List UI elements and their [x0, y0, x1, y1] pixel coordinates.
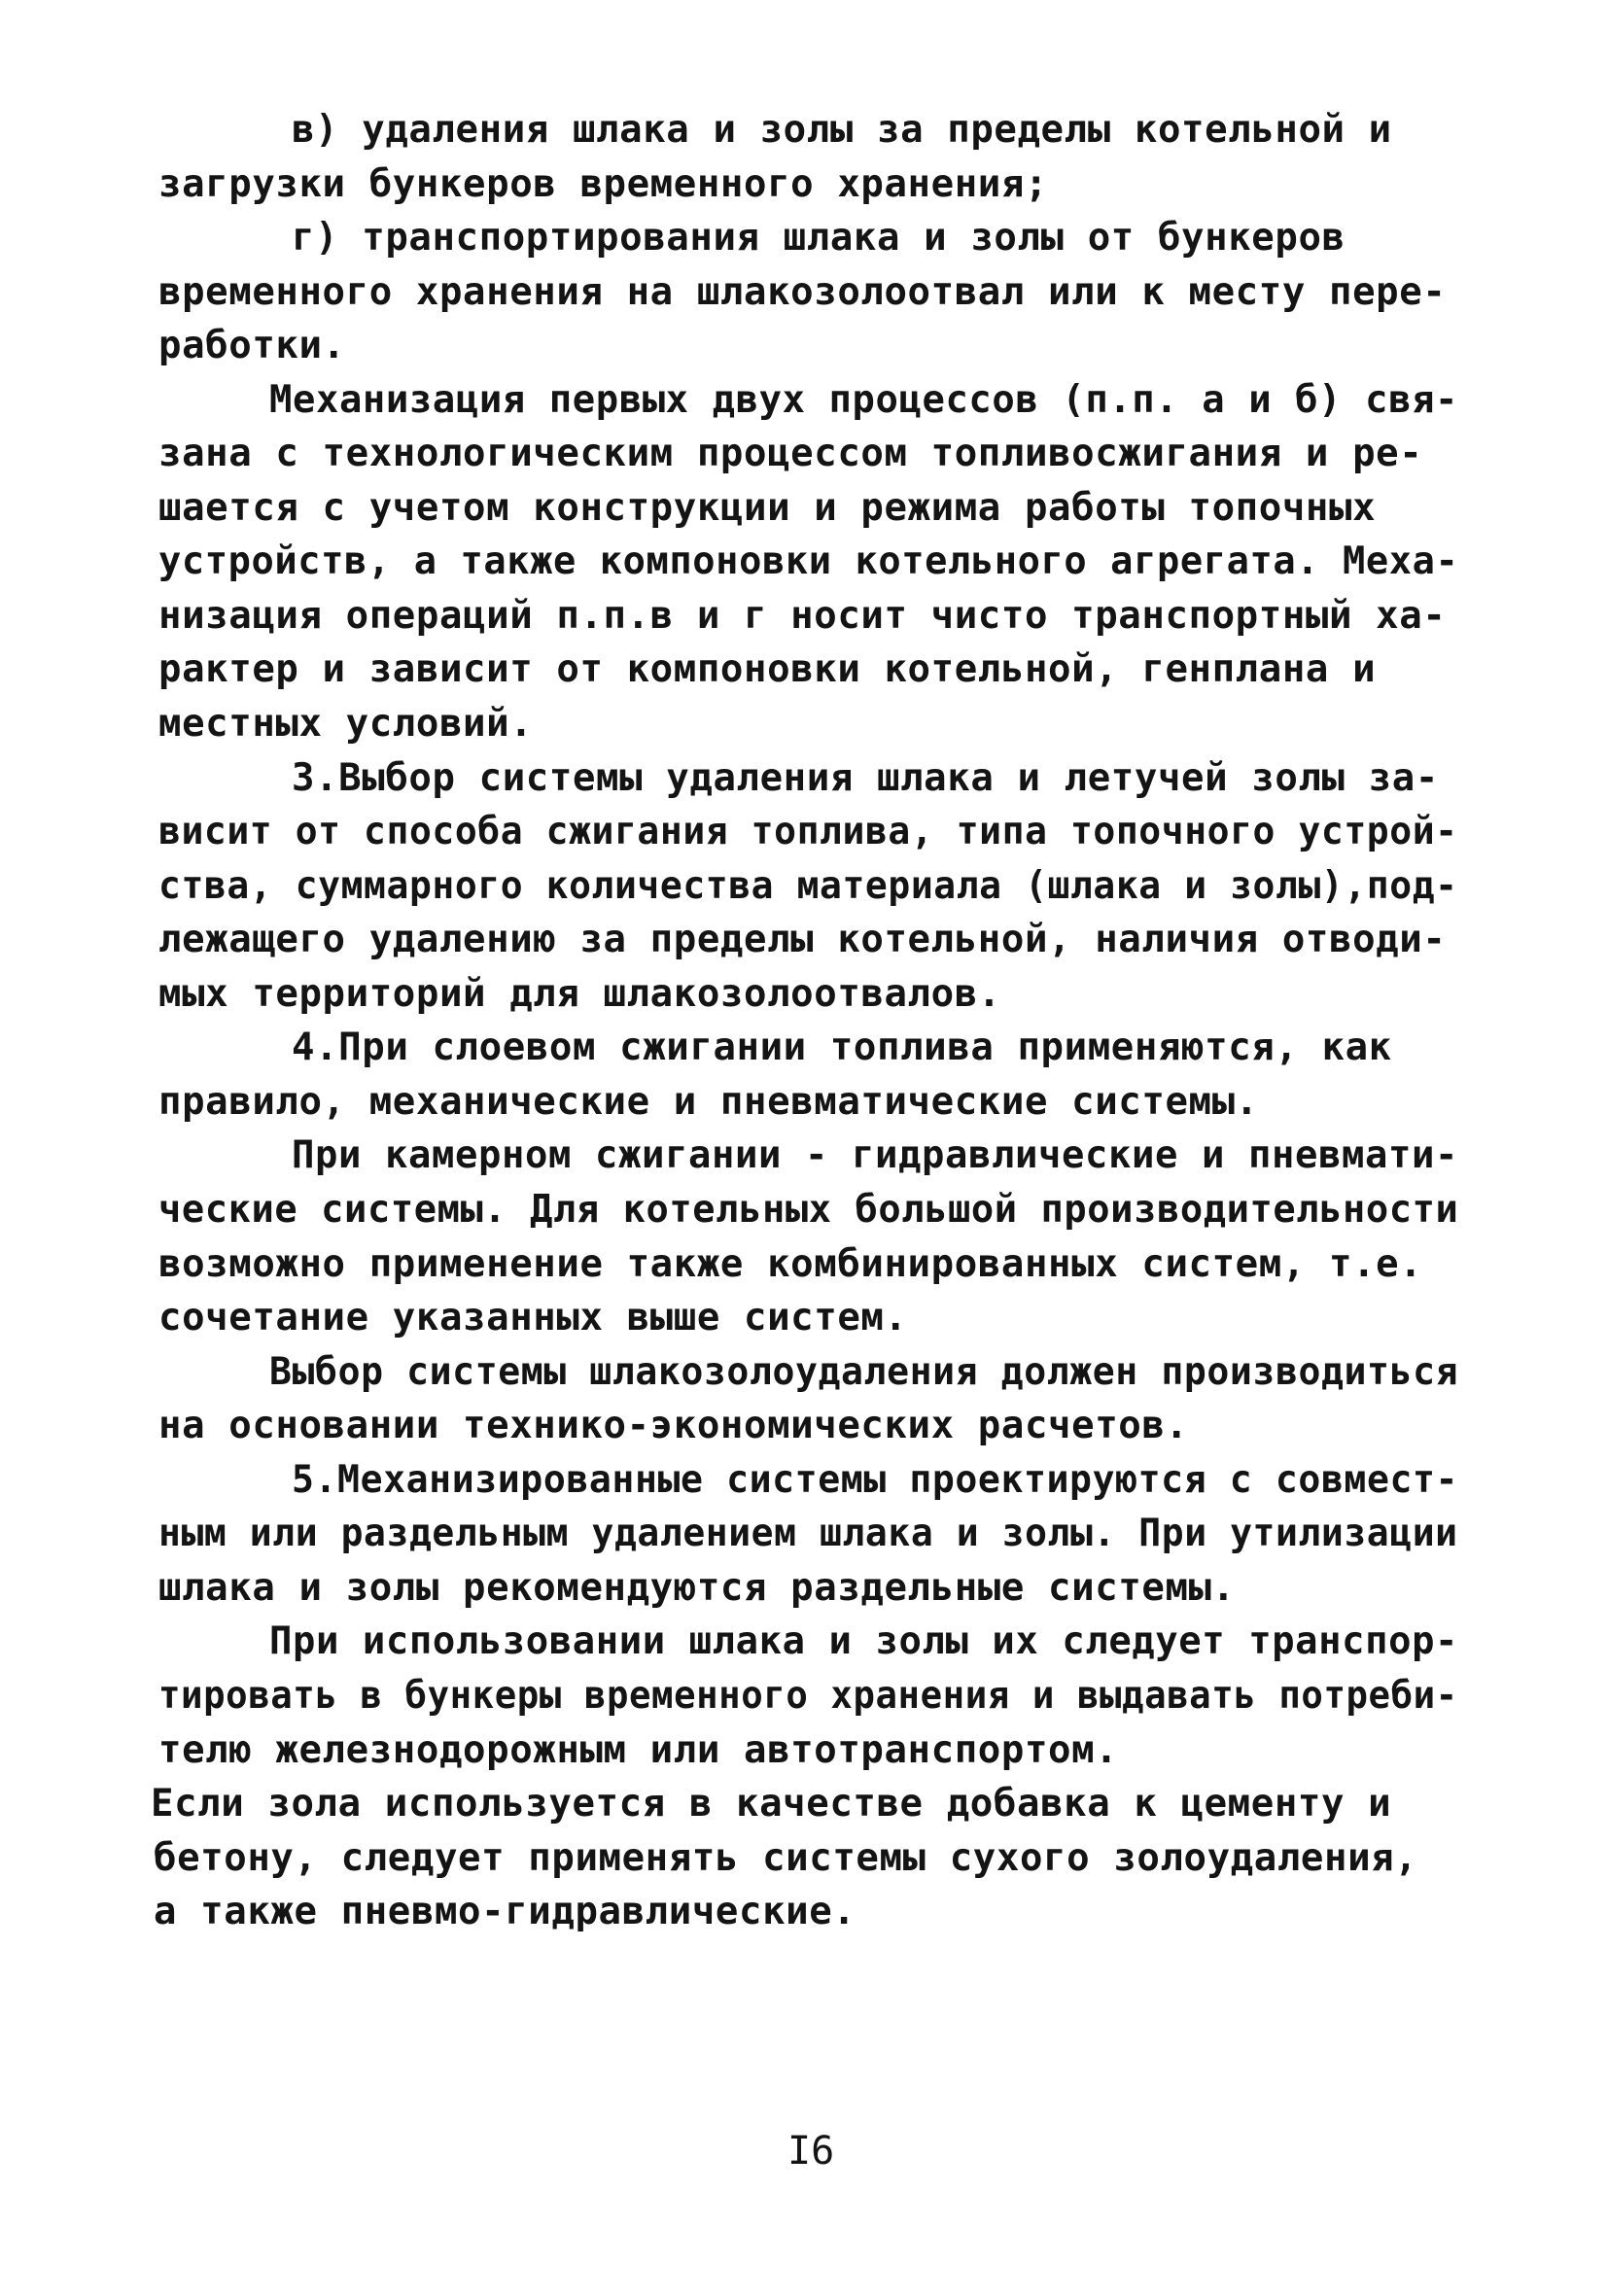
text-line: низация операций п.п.в и г носит чисто транспортный ха-	[158, 594, 1447, 638]
text-line: При камерном сжигании - гидравлические и пневмати-	[292, 1133, 1459, 1177]
text-line: 5.Механизированные системы проектируются с совмест-	[292, 1458, 1459, 1502]
text-line: бетону, следует применять системы сухого золоудаления,	[154, 1836, 1418, 1880]
text-line: в) удаления шлака и золы за пределы котельной и	[292, 108, 1392, 152]
text-line: загрузки бункеров временного хранения;	[158, 162, 1049, 206]
text-line: а также пневмо-гидравлические.	[154, 1890, 856, 1933]
text-line: г) транспортирования шлака и золы от бункеров	[292, 216, 1346, 260]
page-number: I6	[787, 2129, 835, 2174]
text-line: лежащего удалению за пределы котельной, наличия отводи-	[158, 918, 1447, 961]
text-line: зана с технологическим процессом топливосжигания и ре-	[158, 432, 1423, 475]
text-line: шается с учетом конструкции и режима работы топочных	[158, 486, 1377, 530]
text-line: телю железнодорожным или автотранспортом.	[158, 1728, 1119, 1772]
text-line: Если зола используется в качестве добавка к цементу и	[151, 1782, 1392, 1826]
text-line: работки.	[158, 324, 346, 367]
text-line: устройств, а также компоновки котельного агрегата. Меха-	[158, 539, 1459, 583]
text-line: висит от способа сжигания топлива, типа топочного устрой-	[158, 810, 1458, 853]
text-line: 4.При слоевом сжигании топлива применяются, как	[292, 1026, 1392, 1069]
text-line: сочетание указанных выше систем.	[158, 1296, 908, 1339]
text-line: местных условий.	[158, 702, 534, 746]
text-line: мых территорий для шлакозолоотвалов.	[158, 972, 1001, 1016]
text-line: временного хранения на шлакозолоотвал или к месту пере-	[158, 270, 1447, 314]
text-line: правило, механические и пневматические системы.	[158, 1080, 1259, 1124]
text-line: на основании технико-экономических расчетов.	[158, 1404, 1189, 1447]
text-line: возможно применение также комбинированных систем, т.е.	[158, 1242, 1423, 1286]
text-line: Механизация первых двух процессов (п.п. а и б) свя-	[269, 378, 1459, 422]
text-line: ным или раздельным удалением шлака и золы. При утилизации	[158, 1512, 1458, 1555]
text-line: шлака и золы рекомендуются раздельные системы.	[158, 1566, 1236, 1610]
text-line: 3.Выбор системы удаления шлака и летучей золы за-	[292, 756, 1439, 800]
text-line: При использовании шлака и золы их следует транспор-	[269, 1619, 1459, 1663]
text-line: рактер и зависит от компоновки котельной, генплана и	[158, 647, 1377, 691]
text-line: ческие системы. Для котельных большой производительности	[158, 1188, 1459, 1232]
text-line: тировать в бункеры временного хранения и выдавать потреби-	[158, 1674, 1458, 1718]
text-line: ства, суммарного количества материала (шлака и золы),под-	[158, 864, 1458, 908]
text-line: Выбор системы шлакозолоудаления должен производиться	[269, 1350, 1459, 1394]
